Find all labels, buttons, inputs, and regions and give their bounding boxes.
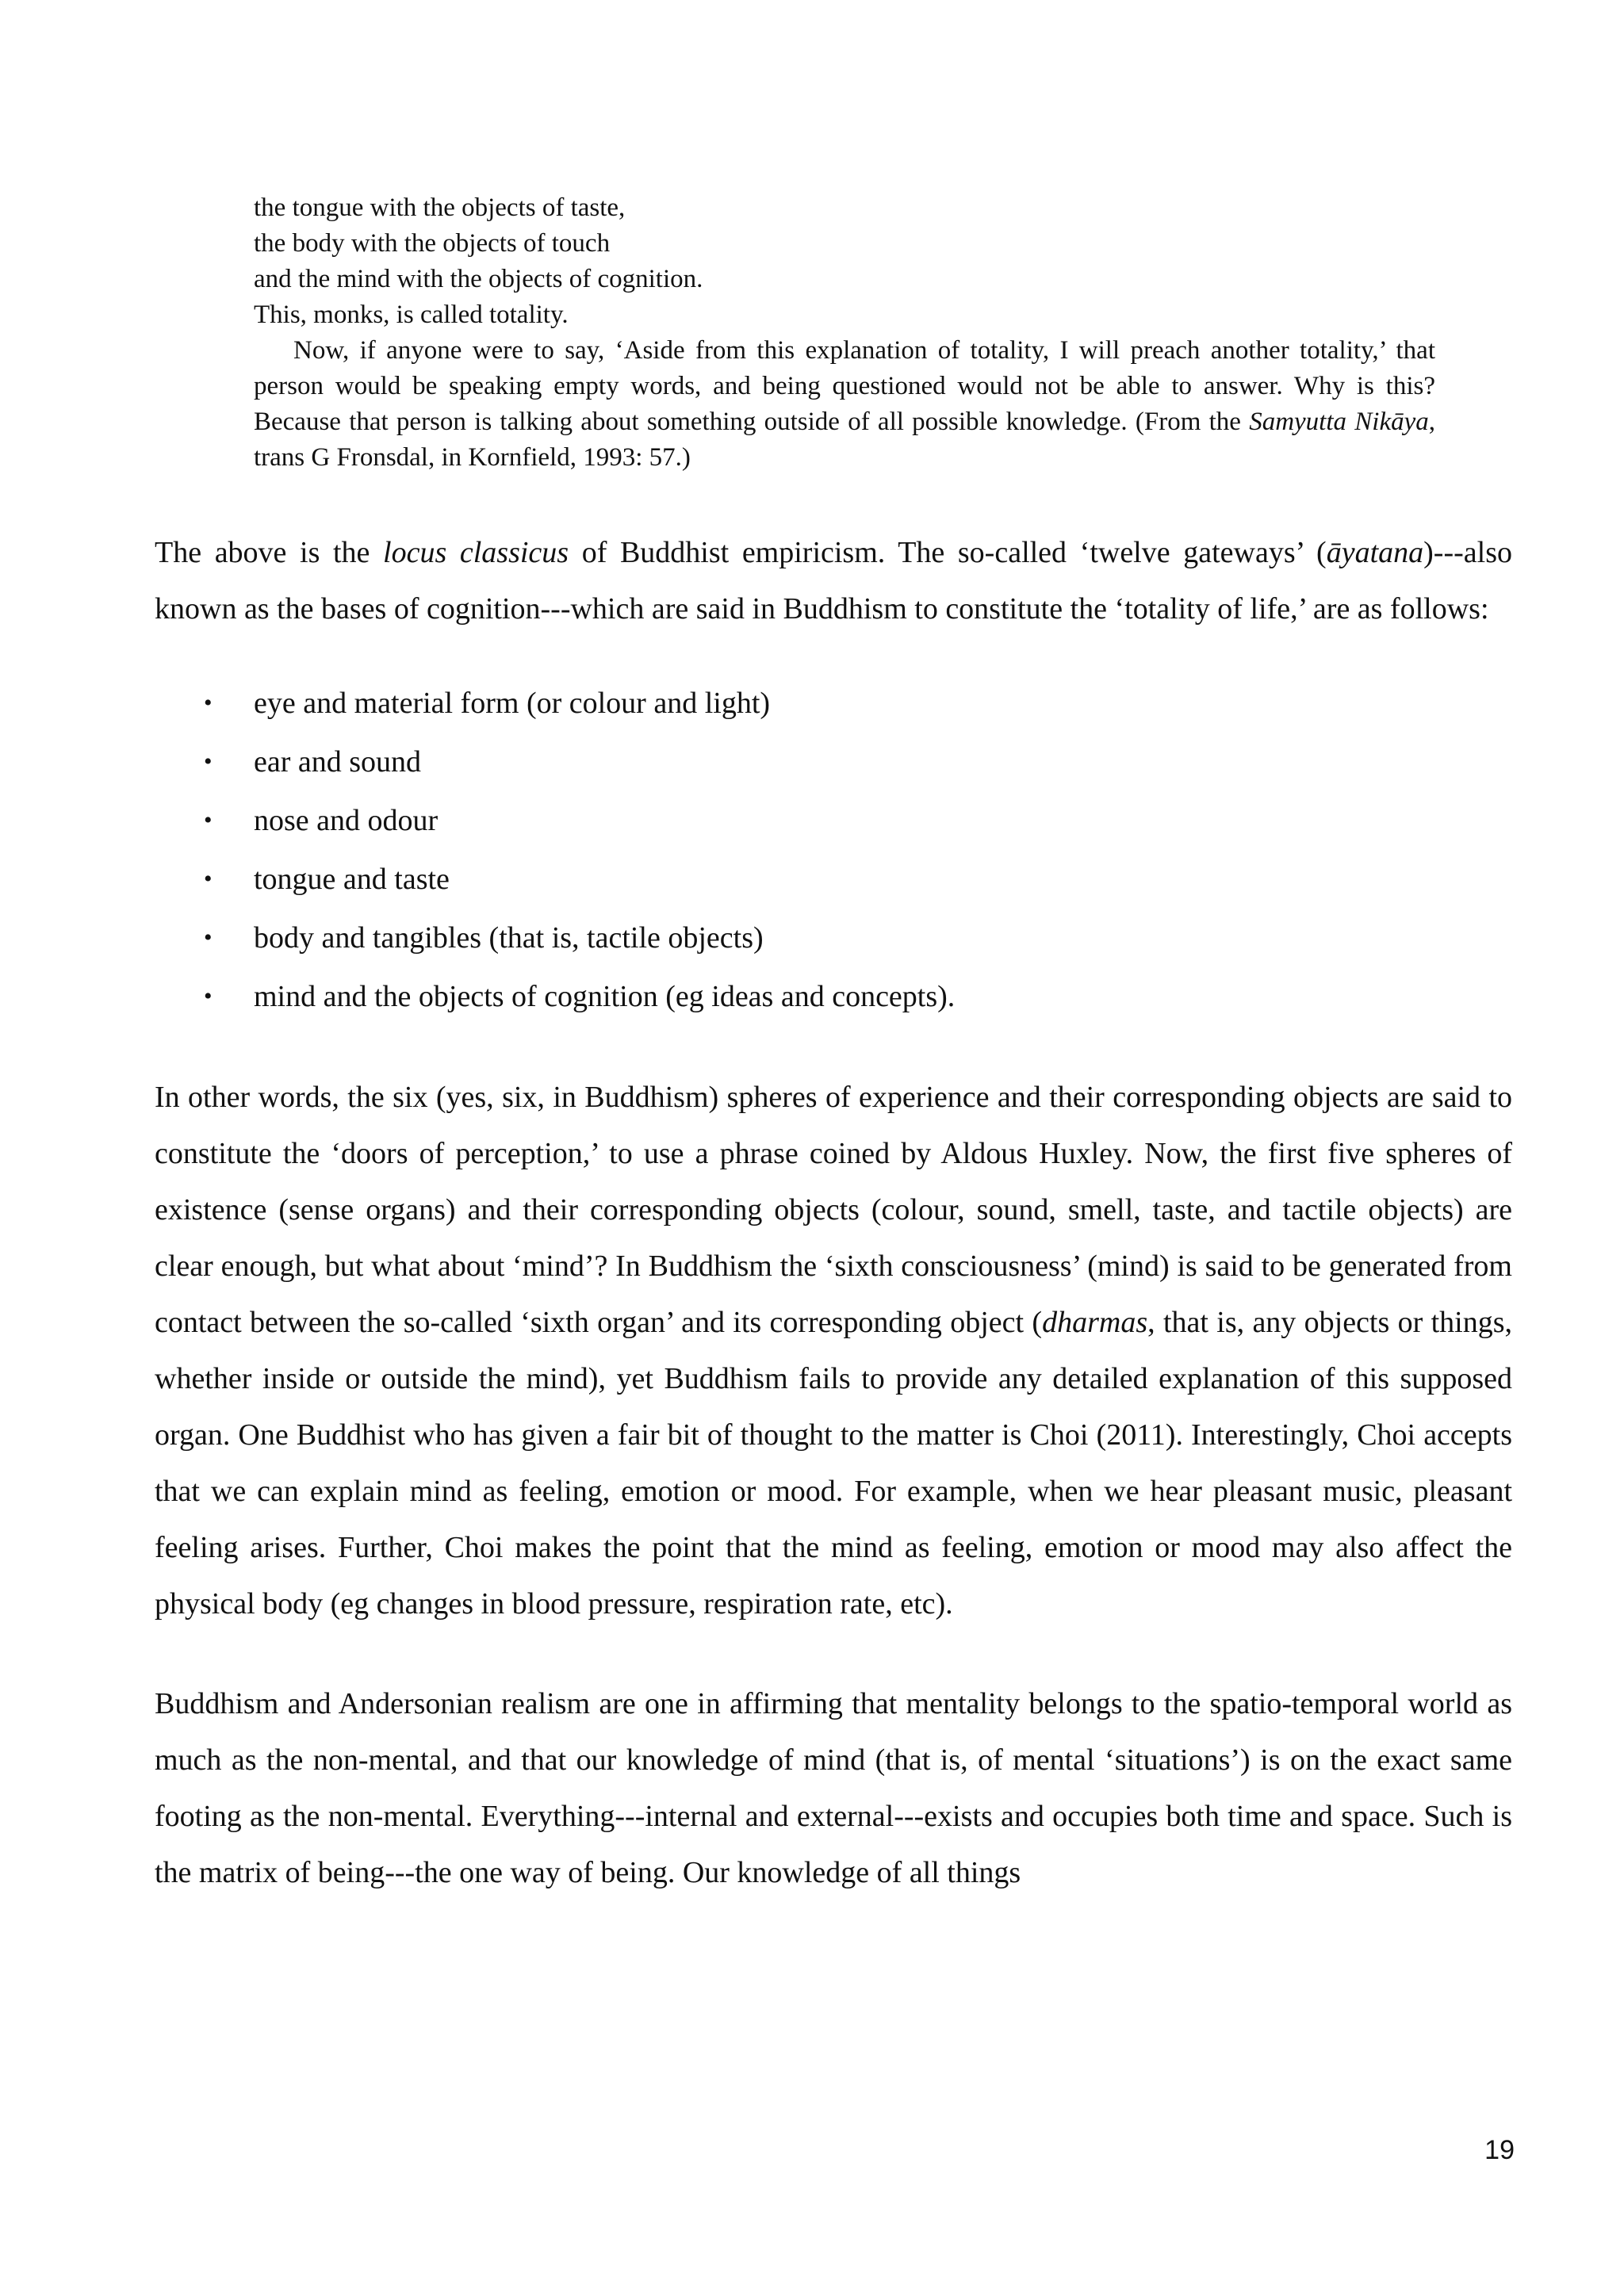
term-dharmas: dharmas [1042,1306,1148,1339]
bullet-icon: • [204,807,213,833]
intro-term-locus-classicus: locus classicus [383,536,569,569]
quote-text: Now, if anyone were to say, ‘Aside from this explanation of totality, I will preach another totality,’ that person would be speaking empty words, and being questioned would not be able to answer. Why is this? Because that person is talking about something outside of all possible knowledge. (From the [254,336,1435,436]
gateways-list [155,674,1512,1026]
paragraph-text: In other words, the six (yes, six, in Buddhism) spheres of experience and their corresponding objects are said to constitute the ‘doors of perception,’ to use a phrase coined by Aldous Huxley. Now, the first five spheres of existence (sense organs) and their corresponding objects (colour, sound, smell, taste, and tactile objects) are clear enough, but what about ‘mind’? In Buddhism the ‘sixth consciousness’ (mind) is said to be generated from contact between the so-called ‘sixth organ’ and its corresponding object ( [155,1081,1512,1339]
quote-line: and the mind with the objects of cognition. [254,265,703,293]
list-item-text: ear and sound [254,745,422,779]
quote-citation: , trans G Fronsdal, in Kornfield, 1993: 57.) [254,408,1435,472]
list-item-text: tongue and taste [254,863,450,896]
list-item [155,909,1512,967]
block-quote [254,190,1435,476]
list-item-text: nose and odour [254,804,439,837]
quote-line: the body with the objects of touch [254,229,611,258]
list-item-text: body and tangibles (that is, tactile objects) [254,921,764,955]
list-item [155,850,1512,909]
intro-paragraph [155,525,1512,637]
paragraph-other-words [155,1070,1512,1632]
list-item [155,967,1512,1026]
quote-source-title: Samyutta Nikāya [1249,408,1429,436]
quote-paragraph [254,333,1435,476]
bullet-icon: • [204,924,213,951]
paragraph-text: , that is, any objects or things, whether inside or outside the mind), yet Buddhism fails to provide any detailed explanation of this supposed organ. One Buddhist who has given a fair bit of thought to the matter is Choi (2011). Interestingly, Choi accepts that we can explain mind as feeling, emotion or mood. For example, when we hear pleasant music, pleasant feeling arises. Further, Choi makes the point that the mind as feeling, emotion or mood may also affect the physical body (eg changes in blood pressure, respiration rate, etc). [155,1306,1512,1621]
bullet-icon: • [204,866,213,892]
list-item [155,791,1512,850]
quote-line: the tongue with the objects of taste, [254,193,626,222]
list-item-text: eye and material form (or colour and light) [254,687,771,720]
paragraph-andersonian-realism: Buddhism and Andersonian realism are one in affirming that mentality belongs to the spatio-temporal world as much as the non-mental, and that our knowledge of mind (that is, of mental ‘situations’) is on the exact same footing as the non-mental. Everything---internal and external---exists and occupies both time and space. Such is the matrix of being---the one way of being. Our knowledge of all things [155,1687,1512,1889]
list-item [155,733,1512,791]
intro-text: )---also known as the bases of cognition---which are said in Buddhism to constitute the ‘totality of life,’ are as follows: [155,536,1512,626]
bullet-icon: • [204,690,213,716]
list-item [155,674,1512,733]
body-text [155,525,1512,1901]
list-item-text: mind and the objects of cognition (eg ideas and concepts). [254,980,956,1013]
intro-text: of Buddhist empiricism. The so-called ‘twelve gateways’ ( [569,536,1327,569]
intro-term-ayatana: āyatana [1326,536,1424,569]
bullet-icon: • [204,748,213,775]
bullet-icon: • [204,983,213,1009]
intro-text: The above is the [155,536,384,569]
page-number: 19 [1484,2135,1515,2165]
quote-line: This, monks, is called totality. [254,300,569,329]
